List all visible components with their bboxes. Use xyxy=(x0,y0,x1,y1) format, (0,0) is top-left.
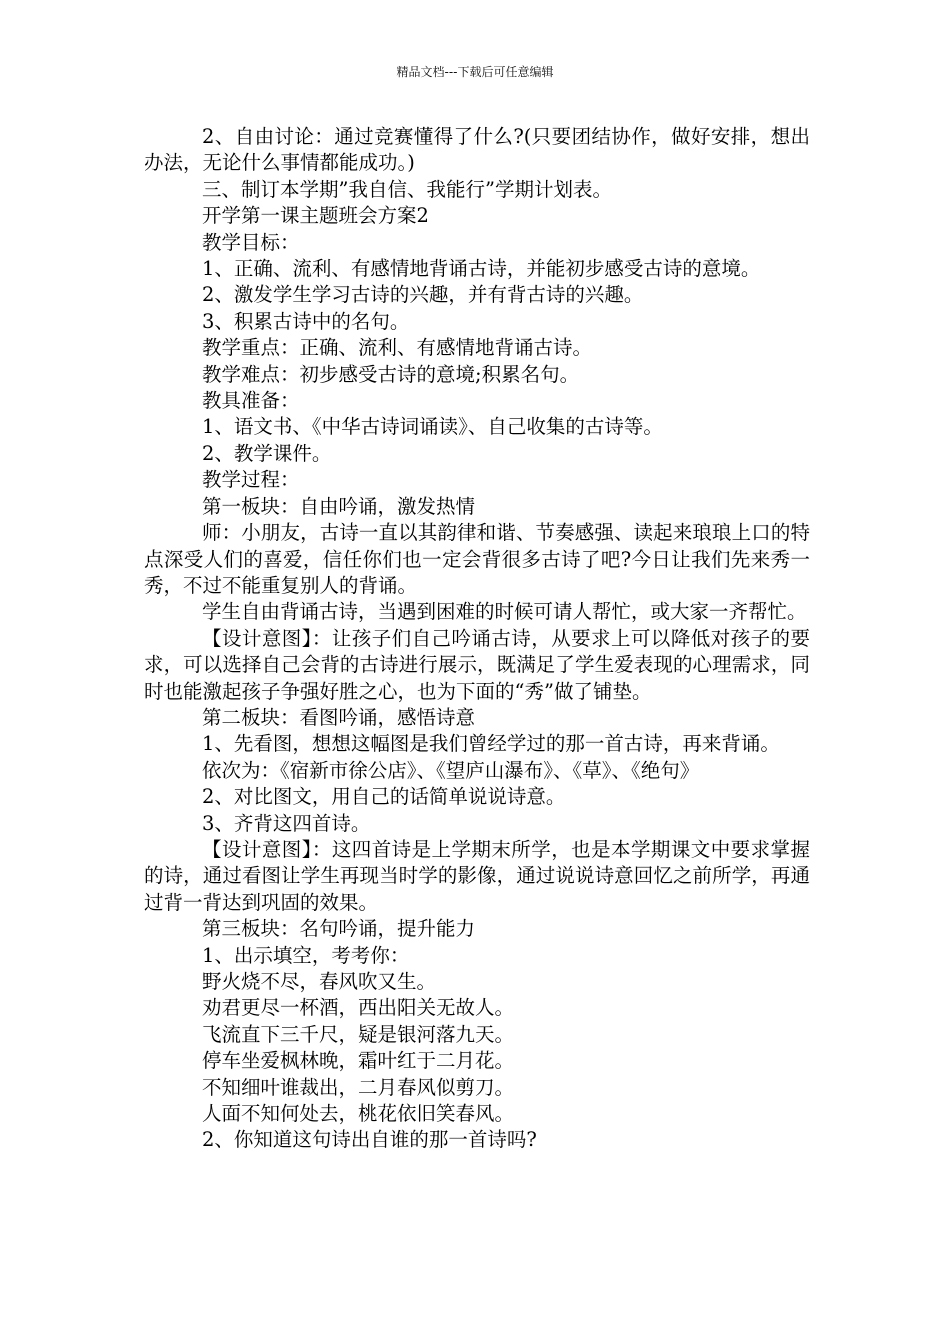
paragraph: 教学过程： xyxy=(202,468,300,492)
paragraph: 三、制订本学期”我自信、我能行”学期计划表。 xyxy=(202,177,612,201)
paragraph: 第二板块：看图吟诵，感悟诗意 xyxy=(202,705,476,729)
paragraph: 2、对比图文，用自己的话简单说说诗意。 xyxy=(202,785,566,809)
paragraph: 第三板块：名句吟诵，提升能力 xyxy=(202,917,476,941)
section-title: 开学第一课主题班会方案2 xyxy=(202,204,429,228)
paragraph: 1、先看图，想想这幅图是我们曾经学过的那一首古诗，再来背诵。 xyxy=(202,732,780,756)
paragraph: 1、语文书、《中华古诗词诵读》、自己收集的古诗等。 xyxy=(202,415,663,439)
poem-line: 不知细叶谁裁出，二月春风似剪刀。 xyxy=(202,1075,515,1099)
paragraph: 1、出示填空，考考你： xyxy=(202,943,410,967)
paragraph: 1、正确、流利、有感情地背诵古诗，并能初步感受古诗的意境。 xyxy=(202,257,761,281)
paragraph: 2、激发学生学习古诗的兴趣，并有背古诗的兴趣。 xyxy=(202,283,644,307)
poem-line: 劝君更尽一杯酒，西出阳关无故人。 xyxy=(202,996,515,1020)
paragraph: 教具准备： xyxy=(202,389,300,413)
paragraph: 2、自由讨论：通过竞赛懂得了什么?(只要团结协作，做好安排，想出办法，无论什么事情都能成功。) xyxy=(144,125,810,175)
paragraph: 【设计意图】：让孩子们自己吟诵古诗，从要求上可以降低对孩子的要求，可以选择自己会背的古诗进行展示，既满足了学生爱表现的心理需求，同时也能激起孩子争强好胜之心，也为下面的“秀”做了铺垫。 xyxy=(144,626,810,703)
poem-line: 野火烧不尽，春风吹又生。 xyxy=(202,970,437,993)
paragraph: 依次为：《宿新市徐公店》、《望庐山瀑布》、《草》、《绝句》 xyxy=(202,758,700,782)
paragraph: 教学难点：初步感受古诗的意境;积累名句。 xyxy=(202,362,580,386)
poem-line: 飞流直下三千尺，疑是银河落九天。 xyxy=(202,1022,515,1046)
page-header: 精品文档---下载后可任意编辑 xyxy=(396,65,554,79)
paragraph: 2、教学课件。 xyxy=(202,441,332,465)
document-body xyxy=(144,124,810,1154)
poem-line: 人面不知何处去，桃花依旧笑春风。 xyxy=(202,1102,515,1126)
paragraph: 学生自由背诵古诗，当遇到困难的时候可请人帮忙，或大家一齐帮忙。 xyxy=(202,600,807,624)
paragraph: 教学目标： xyxy=(202,230,300,254)
paragraph: 教学重点：正确、流利、有感情地背诵古诗。 xyxy=(202,336,593,360)
poem-line: 停车坐爱枫林晚，霜叶红于二月花。 xyxy=(202,1049,515,1073)
paragraph: 【设计意图】：这四首诗是上学期末所学，也是本学期课文中要求掌握的诗，通过看图让学生再现当时学的影像，通过说说诗意回忆之前所学，再通过背一背达到巩固的效果。 xyxy=(144,837,810,914)
paragraph: 2、你知道这句诗出自谁的那一首诗吗? xyxy=(202,1128,537,1152)
paragraph: 师：小朋友，古诗一直以其韵律和谐、节奏感强、读起来琅琅上口的特点深受人们的喜爱，信任你们也一定会背很多古诗了吧?今日让我们先来秀一秀，不过不能重复别人的背诵。 xyxy=(144,521,810,597)
paragraph: 第一板块：自由吟诵，激发热情 xyxy=(202,494,476,518)
paragraph: 3、积累古诗中的名句。 xyxy=(202,309,410,333)
paragraph: 3、齐背这四首诗。 xyxy=(202,811,371,835)
